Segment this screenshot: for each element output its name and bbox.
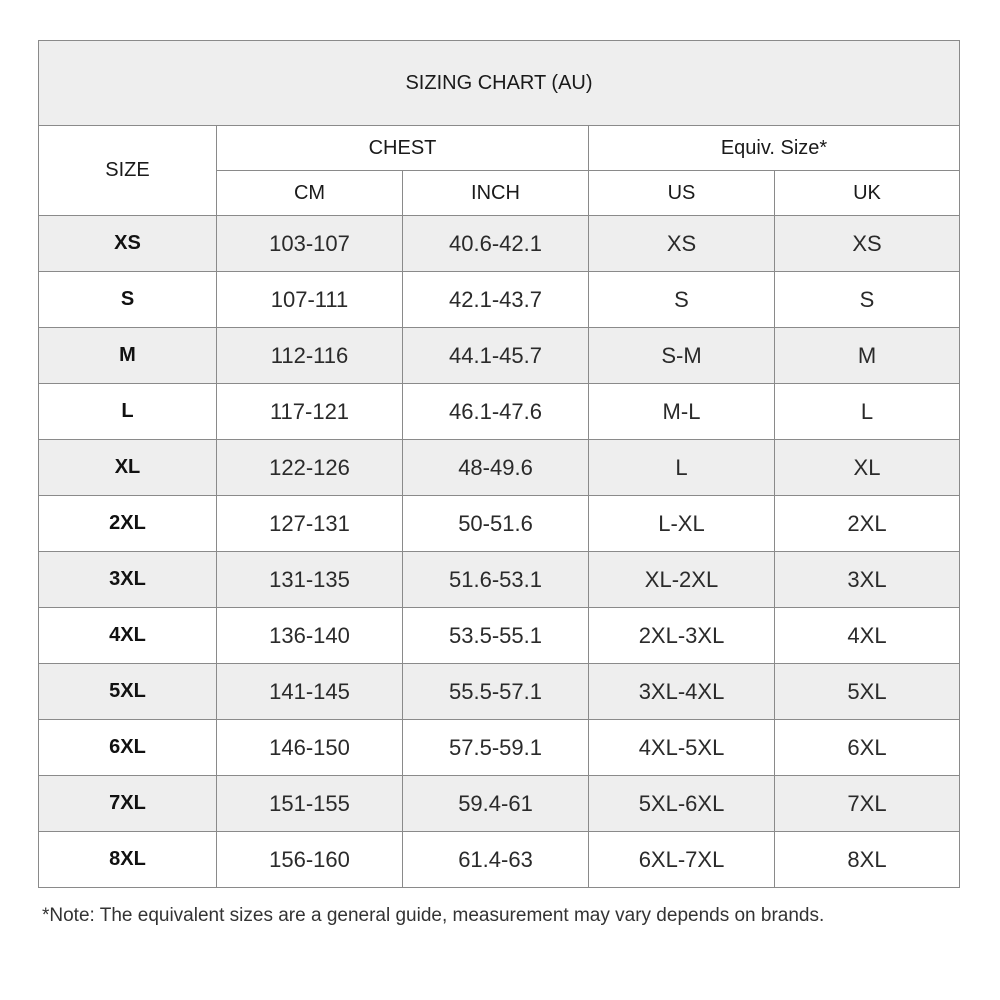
us-cell: 2XL-3XL [589, 608, 775, 664]
uk-cell: L [775, 384, 960, 440]
table-row [39, 720, 960, 776]
size-cell: 8XL [39, 832, 217, 888]
cm-cell: 122-126 [217, 440, 403, 496]
size-column-header: SIZE [39, 126, 217, 216]
us-cell: S [589, 272, 775, 328]
equiv-size-group-header: Equiv. Size* [589, 126, 960, 171]
uk-cell: XL [775, 440, 960, 496]
table-row [39, 384, 960, 440]
inch-cell: 53.5-55.1 [403, 608, 589, 664]
table-row [39, 552, 960, 608]
us-cell: 3XL-4XL [589, 664, 775, 720]
size-cell: S [39, 272, 217, 328]
inch-cell: 55.5-57.1 [403, 664, 589, 720]
size-cell: M [39, 328, 217, 384]
us-cell: 6XL-7XL [589, 832, 775, 888]
us-cell: XS [589, 216, 775, 272]
inch-cell: 61.4-63 [403, 832, 589, 888]
size-cell: 6XL [39, 720, 217, 776]
size-cell: 5XL [39, 664, 217, 720]
size-cell: 2XL [39, 496, 217, 552]
table-row [39, 608, 960, 664]
uk-cell: 8XL [775, 832, 960, 888]
inch-column-header: INCH [403, 171, 589, 216]
cm-cell: 156-160 [217, 832, 403, 888]
table-row [39, 328, 960, 384]
sizing-chart [38, 40, 959, 888]
chest-group-header: CHEST [217, 126, 589, 171]
inch-cell: 50-51.6 [403, 496, 589, 552]
inch-cell: 59.4-61 [403, 776, 589, 832]
uk-cell: 5XL [775, 664, 960, 720]
cm-cell: 141-145 [217, 664, 403, 720]
uk-cell: 4XL [775, 608, 960, 664]
size-cell: XS [39, 216, 217, 272]
us-cell: L [589, 440, 775, 496]
table-row [39, 440, 960, 496]
inch-cell: 42.1-43.7 [403, 272, 589, 328]
size-cell: 3XL [39, 552, 217, 608]
table-row [39, 832, 960, 888]
inch-cell: 46.1-47.6 [403, 384, 589, 440]
cm-cell: 112-116 [217, 328, 403, 384]
inch-cell: 40.6-42.1 [403, 216, 589, 272]
us-cell: 5XL-6XL [589, 776, 775, 832]
uk-cell: S [775, 272, 960, 328]
cm-column-header: CM [217, 171, 403, 216]
size-cell: 4XL [39, 608, 217, 664]
cm-cell: 131-135 [217, 552, 403, 608]
us-cell: 4XL-5XL [589, 720, 775, 776]
table-row [39, 496, 960, 552]
us-cell: L-XL [589, 496, 775, 552]
us-column-header: US [589, 171, 775, 216]
uk-cell: M [775, 328, 960, 384]
cm-cell: 117-121 [217, 384, 403, 440]
sizing-table [38, 40, 960, 888]
inch-cell: 57.5-59.1 [403, 720, 589, 776]
uk-cell: 2XL [775, 496, 960, 552]
inch-cell: 51.6-53.1 [403, 552, 589, 608]
us-cell: XL-2XL [589, 552, 775, 608]
table-row [39, 664, 960, 720]
chart-title: SIZING CHART (AU) [39, 41, 960, 126]
cm-cell: 103-107 [217, 216, 403, 272]
cm-cell: 146-150 [217, 720, 403, 776]
cm-cell: 127-131 [217, 496, 403, 552]
table-row [39, 776, 960, 832]
cm-cell: 151-155 [217, 776, 403, 832]
footnote: *Note: The equivalent sizes are a general guide, measurement may vary depends on brands. [42, 905, 825, 926]
cm-cell: 107-111 [217, 272, 403, 328]
size-cell: 7XL [39, 776, 217, 832]
uk-cell: 3XL [775, 552, 960, 608]
us-cell: S-M [589, 328, 775, 384]
uk-cell: 6XL [775, 720, 960, 776]
size-cell: L [39, 384, 217, 440]
uk-column-header: UK [775, 171, 960, 216]
table-row [39, 216, 960, 272]
inch-cell: 48-49.6 [403, 440, 589, 496]
uk-cell: XS [775, 216, 960, 272]
cm-cell: 136-140 [217, 608, 403, 664]
table-row [39, 272, 960, 328]
size-cell: XL [39, 440, 217, 496]
uk-cell: 7XL [775, 776, 960, 832]
inch-cell: 44.1-45.7 [403, 328, 589, 384]
us-cell: M-L [589, 384, 775, 440]
